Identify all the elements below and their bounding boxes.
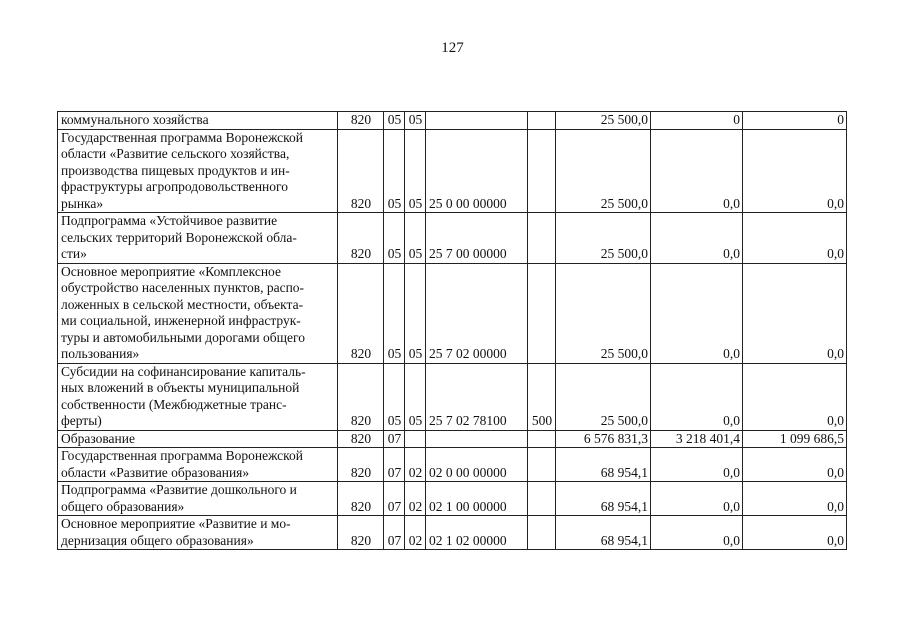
item-name-line: коммунального хозяйства <box>61 112 209 127</box>
cell-item-name <box>58 448 338 482</box>
cell-amount-year-1: 25 500,0 <box>556 129 651 213</box>
table-row <box>58 112 847 130</box>
cell-item-name <box>58 263 338 363</box>
item-name-line: Государственная программа Воронежской <box>61 129 303 145</box>
cell-ministry-code: 820 <box>338 363 384 430</box>
cell-expense-type <box>528 112 556 130</box>
cell-amount-year-2: 0,0 <box>651 363 743 430</box>
table-row <box>58 129 847 213</box>
cell-amount-year-2: 0,0 <box>651 263 743 363</box>
cell-expense-type <box>528 448 556 482</box>
page-number: 127 <box>441 40 464 56</box>
table-row <box>58 363 847 430</box>
cell-target-article: 25 7 02 00000 <box>426 263 528 363</box>
item-name-line: области «Развитие образования» <box>61 464 250 480</box>
item-name-line: обустройство населенных пунктов, распо- <box>61 280 305 295</box>
cell-section-code: 07 <box>384 482 405 516</box>
cell-item-name <box>58 516 338 550</box>
table-row <box>58 263 847 363</box>
cell-ministry-code: 820 <box>338 263 384 363</box>
cell-target-article: 02 0 00 00000 <box>426 448 528 482</box>
cell-ministry-code: 820 <box>338 213 384 264</box>
cell-ministry-code: 820 <box>338 430 384 448</box>
cell-amount-year-1: 25 500,0 <box>556 112 651 130</box>
item-name-line: области «Развитие сельского хозяйства, <box>61 146 290 161</box>
cell-section-code: 07 <box>384 448 405 482</box>
cell-amount-year-3: 0,0 <box>743 263 847 363</box>
cell-ministry-code: 820 <box>338 516 384 550</box>
cell-item-name <box>58 482 338 516</box>
cell-target-article: 25 7 00 00000 <box>426 213 528 264</box>
cell-subsection-code: 05 <box>405 112 426 130</box>
cell-item-name <box>58 129 338 213</box>
item-name-line: ных вложений в объекты муниципальной <box>61 380 300 395</box>
table-body <box>58 112 847 550</box>
cell-target-article: 25 0 00 00000 <box>426 129 528 213</box>
cell-amount-year-3: 0,0 <box>743 129 847 213</box>
cell-subsection-code: 05 <box>405 263 426 363</box>
table-row <box>58 482 847 516</box>
budget-table <box>57 111 847 550</box>
cell-amount-year-3: 0,0 <box>743 448 847 482</box>
table-row <box>58 430 847 448</box>
cell-target-article <box>426 112 528 130</box>
cell-amount-year-2: 0 <box>651 112 743 130</box>
cell-expense-type <box>528 129 556 213</box>
cell-expense-type <box>528 430 556 448</box>
item-name-line: сти» <box>61 246 87 261</box>
cell-section-code: 05 <box>384 112 405 130</box>
cell-item-name <box>58 430 338 448</box>
cell-item-name <box>58 363 338 430</box>
cell-subsection-code: 02 <box>405 482 426 516</box>
item-name-line: сельских территорий Воронежской обла- <box>61 229 297 245</box>
item-name-line: рынка» <box>61 195 104 211</box>
cell-amount-year-3: 0,0 <box>743 363 847 430</box>
cell-amount-year-3: 1 099 686,5 <box>743 430 847 448</box>
cell-subsection-code: 05 <box>405 363 426 430</box>
cell-amount-year-2: 0,0 <box>651 482 743 516</box>
cell-amount-year-1: 68 954,1 <box>556 448 651 482</box>
item-name-line: производства пищевых продуктов и ин- <box>61 162 290 178</box>
item-name-line: ферты) <box>61 413 102 428</box>
cell-target-article: 02 1 00 00000 <box>426 482 528 516</box>
cell-section-code: 05 <box>384 263 405 363</box>
cell-item-name <box>58 213 338 264</box>
item-name-line: собственности (Межбюджетные транс- <box>61 396 287 412</box>
table-row <box>58 448 847 482</box>
cell-ministry-code: 820 <box>338 129 384 213</box>
item-name-line: Подпрограмма «Устойчивое развитие <box>61 213 278 228</box>
cell-expense-type <box>528 263 556 363</box>
cell-section-code: 05 <box>384 129 405 213</box>
cell-ministry-code: 820 <box>338 482 384 516</box>
cell-section-code: 07 <box>384 430 405 448</box>
cell-expense-type <box>528 516 556 550</box>
table-row <box>58 516 847 550</box>
cell-section-code: 05 <box>384 213 405 264</box>
item-name-line: фраструктуры агропродовольственного <box>61 179 288 194</box>
item-name-line: общего образования» <box>61 498 185 514</box>
cell-target-article: 02 1 02 00000 <box>426 516 528 550</box>
cell-expense-type: 500 <box>528 363 556 430</box>
cell-ministry-code: 820 <box>338 448 384 482</box>
cell-target-article: 25 7 02 78100 <box>426 363 528 430</box>
cell-amount-year-3: 0,0 <box>743 213 847 264</box>
cell-ministry-code: 820 <box>338 112 384 130</box>
cell-subsection-code: 02 <box>405 516 426 550</box>
item-name-line: Субсидии на софинансирование капиталь- <box>61 363 306 379</box>
cell-amount-year-2: 0,0 <box>651 213 743 264</box>
cell-item-name <box>58 112 338 130</box>
cell-amount-year-2: 3 218 401,4 <box>651 430 743 448</box>
cell-amount-year-1: 25 500,0 <box>556 363 651 430</box>
cell-amount-year-1: 68 954,1 <box>556 516 651 550</box>
cell-amount-year-3: 0,0 <box>743 516 847 550</box>
cell-subsection-code <box>405 430 426 448</box>
cell-section-code: 07 <box>384 516 405 550</box>
cell-amount-year-2: 0,0 <box>651 129 743 213</box>
item-name-line: ми социальной, инженерной инфраструк- <box>61 313 301 328</box>
cell-amount-year-1: 25 500,0 <box>556 213 651 264</box>
cell-amount-year-1: 68 954,1 <box>556 482 651 516</box>
cell-amount-year-2: 0,0 <box>651 516 743 550</box>
cell-subsection-code: 05 <box>405 129 426 213</box>
cell-amount-year-2: 0,0 <box>651 448 743 482</box>
cell-expense-type <box>528 213 556 264</box>
item-name-line: туры и автомобильными дорогами общего <box>61 329 305 345</box>
item-name-line: пользования» <box>61 346 140 361</box>
cell-amount-year-1: 6 576 831,3 <box>556 430 651 448</box>
cell-amount-year-3: 0 <box>743 112 847 130</box>
item-name-line: Государственная программа Воронежской <box>61 448 303 463</box>
item-name-line: дернизация общего образования» <box>61 532 254 548</box>
cell-expense-type <box>528 482 556 516</box>
cell-subsection-code: 05 <box>405 213 426 264</box>
item-name-line: Подпрограмма «Развитие дошкольного и <box>61 482 297 497</box>
cell-section-code: 05 <box>384 363 405 430</box>
cell-subsection-code: 02 <box>405 448 426 482</box>
item-name-line: ложенных в сельской местности, объекта- <box>61 296 304 312</box>
cell-amount-year-1: 25 500,0 <box>556 263 651 363</box>
item-name-line: Основное мероприятие «Развитие и мо- <box>61 516 291 531</box>
cell-target-article <box>426 430 528 448</box>
item-name-line: Образование <box>61 430 135 446</box>
cell-amount-year-3: 0,0 <box>743 482 847 516</box>
item-name-line: Основное мероприятие «Комплексное <box>61 263 281 279</box>
table-row <box>58 213 847 264</box>
